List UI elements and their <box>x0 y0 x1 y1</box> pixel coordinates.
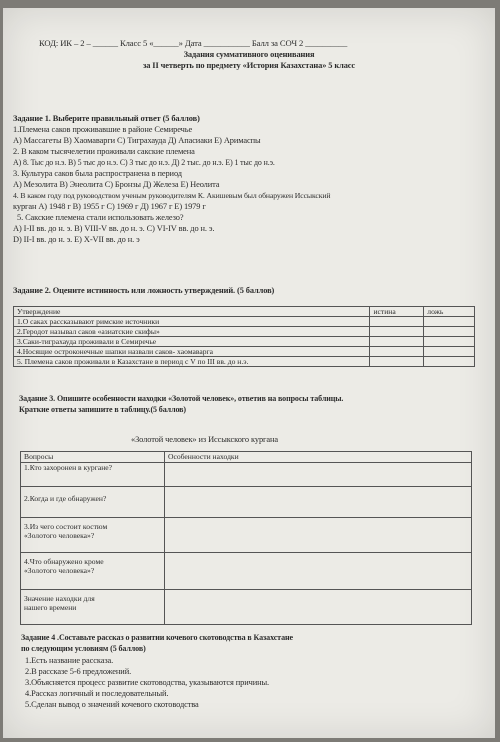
task1-line-9: 5. Сакские племена стали использовать железо? <box>17 213 184 222</box>
task4-heading-line1: Задание 4 .Составьте рассказ о развитии кочевого скотоводства в Казахстане <box>21 633 293 642</box>
task3-heading-line2: Краткие ответы запишите в таблицу.(5 баллов) <box>19 405 186 414</box>
task2-col-true: истина <box>370 307 424 317</box>
task2-true-cell[interactable] <box>370 347 424 357</box>
task2-true-cell[interactable] <box>370 317 424 327</box>
table-row <box>21 463 472 487</box>
task2-false-cell[interactable] <box>424 317 475 327</box>
task1-line-8: курган А) 1948 г В) 1955 г С) 1969 г Д) 1967 г Е) 1979 г <box>13 202 206 211</box>
header-title-line2: за II четверть по предмету «История Казахстана» 5 класс <box>142 61 356 70</box>
task3-answer-cell[interactable] <box>165 518 472 553</box>
task2-col-false: ложь <box>424 307 475 317</box>
task3-question: Значение находки для нашего времени <box>21 590 165 625</box>
task2-true-cell[interactable] <box>370 337 424 347</box>
task1-line-5: 3. Культура саков была распространена в период <box>13 169 182 178</box>
task2-true-cell[interactable] <box>370 327 424 337</box>
table-row <box>21 590 472 625</box>
task3-question: 2.Когда и где обнаружен? <box>21 487 165 518</box>
worksheet-page <box>3 8 495 738</box>
task2-statement: 4.Носящие остроконечные шапки назвали саков- хаомаварга <box>14 347 370 357</box>
task1-line-10: А) I-II вв. до н. э. В) VIII-V вв. до н. э. С) VI-IV вв. до н. э. <box>13 224 215 233</box>
table-row <box>21 518 472 553</box>
task4-line-2: 2.В рассказе 5-6 предложений. <box>25 667 132 676</box>
task4-line-1: 1.Есть название рассказа. <box>25 656 114 665</box>
task3-col-answers: Особенности находки <box>165 452 472 463</box>
task1-line-6: А) Мезолита В) Энеолита С) Бронзы Д) Железа Е) Неолита <box>13 180 220 189</box>
task2-false-cell[interactable] <box>424 327 475 337</box>
task1-line-1: 1.Племена саков проживавшие в районе Семиречье <box>13 125 193 134</box>
task2-statement: 2.Геродот называл саков «азиатские скифы» <box>14 327 370 337</box>
task2-true-cell[interactable] <box>370 357 424 367</box>
task3-answer-cell[interactable] <box>165 553 472 590</box>
task3-table <box>20 451 472 625</box>
task2-statement: 5. Племена саков проживали в Казахстане в период с V по III вв. до н.э. <box>14 357 370 367</box>
task3-heading-line1: Задание 3. Опишите особенности находки «Золотой человек», ответив на вопросы таблицы. <box>19 394 344 403</box>
task3-question: 3.Из чего состоит костюм «Золотого человека»? <box>21 518 165 553</box>
task4-line-4: 4.Рассказ логичный и последовательный. <box>25 689 169 698</box>
table-row <box>14 317 475 327</box>
task2-false-cell[interactable] <box>424 337 475 347</box>
task3-question: 4.Что обнаружено кроме «Золотого человека»? <box>21 553 165 590</box>
task1-heading: Задание 1. Выберите правильный ответ (5 баллов) <box>13 114 200 123</box>
header-title-line1: Задания суммативного оценивания <box>183 50 315 59</box>
task2-table <box>13 306 475 367</box>
task3-col-questions: Вопросы <box>21 452 165 463</box>
task4-heading-line2: по следующим условиям (5 баллов) <box>21 644 146 653</box>
task1-line-11: D) II-I вв. до н. э. Е) Х-VII вв. до н. э <box>13 235 140 244</box>
task2-heading: Задание 2. Оцените истинность или ложность утверждений. (5 баллов) <box>13 286 275 295</box>
task3-answer-cell[interactable] <box>165 463 472 487</box>
table-row <box>21 553 472 590</box>
task4-line-5: 5.Сделан вывод о значений кочевого скотоводства <box>25 700 199 709</box>
task1-line-4: А) 8. Тыс до н.э. В) 5 тыс до н.э. С) 3 тыс до н.э. Д) 2 тыс. до н.э. Е) 1 тыс до н.э. <box>13 158 275 167</box>
task2-statement: 1.О саках рассказывают римские источники <box>14 317 370 327</box>
task1-line-3: 2. В каком тысячелетии проживали сакские племена <box>13 147 195 156</box>
task3-subtitle: «Золотой человек» из Иссыкского кургана <box>131 435 278 444</box>
header-code-line: КОД: ИК – 2 – ______ Класс 5 «______» Дата ___________ Балл за СОЧ 2 __________ <box>39 38 348 48</box>
table-row <box>14 337 475 347</box>
table-row <box>14 357 475 367</box>
table-row <box>21 487 472 518</box>
task3-question: 1.Кто захоронен в кургане? <box>21 463 165 487</box>
task2-col-statement: Утверждение <box>14 307 370 317</box>
task2-false-cell[interactable] <box>424 357 475 367</box>
task1-line-2: А) Массагеты В) Хаомаварги С) Тиграхауда Д) Апасиаки Е) Аримаспы <box>13 136 261 145</box>
task2-false-cell[interactable] <box>424 347 475 357</box>
task4-line-3: 3.Объясняется процесс развитие скотоводства, указываются причины. <box>25 678 270 687</box>
table-row <box>14 327 475 337</box>
task3-answer-cell[interactable] <box>165 590 472 625</box>
task3-answer-cell[interactable] <box>165 487 472 518</box>
task1-line-7: 4. В каком году под руководством ученым руководителям К. Акишевым был обнаружен Иссыкский <box>13 191 331 200</box>
table-row <box>14 347 475 357</box>
task2-statement: 3.Саки-тиграхауда проживали в Семиречье <box>14 337 370 347</box>
